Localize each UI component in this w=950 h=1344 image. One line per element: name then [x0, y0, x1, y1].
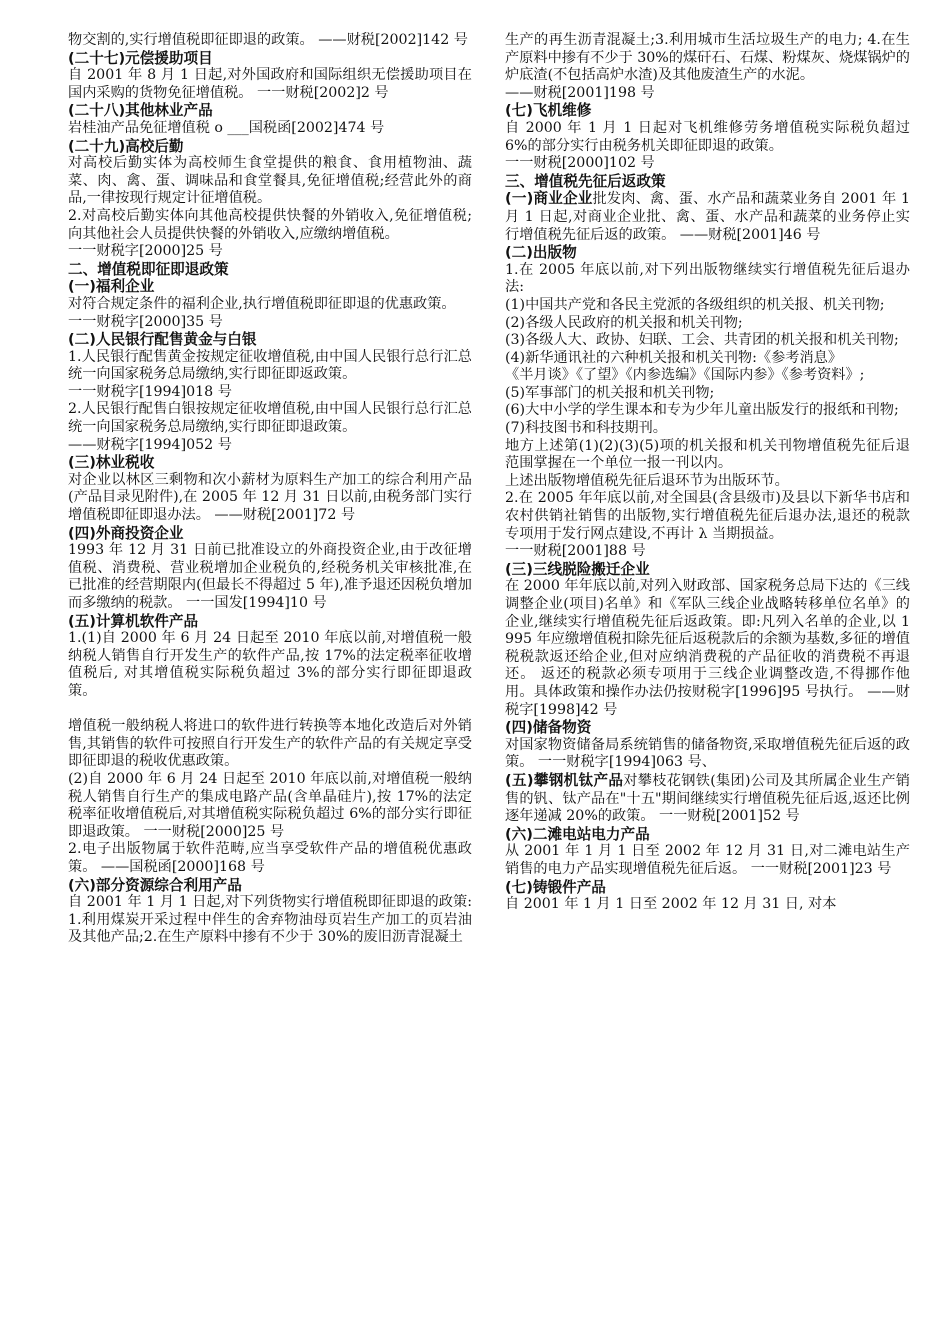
paragraph: 自 2001 年 1 月 1 日至 2002 年 12 月 31 日, 对本	[505, 896, 837, 913]
section-heading: (二十七)元偿援助项目	[68, 49, 213, 67]
paragraph: 《半月谈》《了望》《内参选编》《国际内参》《参考资料》;	[505, 367, 865, 384]
section-heading: (七)飞机维修	[505, 102, 592, 120]
paragraph: (7)科技图书和科技期刊。	[505, 420, 667, 437]
section-heading: 三、增值税先征后返政策	[505, 172, 666, 190]
paragraph-with-heading	[505, 190, 910, 244]
section-heading: (二)出版物	[505, 244, 577, 262]
section-heading: (二)人民银行配售黄金与白银	[68, 331, 257, 349]
section-heading: (三)三线脱险搬迁企业	[505, 560, 650, 578]
section-heading: (五)计算机软件产品	[68, 612, 199, 630]
paragraph: 对国家物资储备局系统销售的储备物资,采取增值税先征后返的政策。 一一财税字[1994]063 号、	[505, 736, 910, 771]
paragraph: (2)各级人民政府的机关报和机关刊物;	[505, 314, 743, 331]
paragraph: 2.电子出版物属于软件范畴,应当享受软件产品的增值税优惠政策。 ——国税函[2000]168 号	[68, 841, 472, 875]
paragraph: ——财税字[1994]052 号	[68, 436, 232, 453]
paragraph: 从 2001 年 1 月 1 日至 2002 年 12 月 31 日,对二滩电站生产销售的电力产品实现增值税先征后返。 一一财税[2001]23 号	[505, 843, 910, 877]
inline-heading: (一)商业企业	[505, 190, 593, 208]
paragraph: (1)中国共产党和各民主党派的各级组织的机关报、机关刊物;	[505, 296, 885, 313]
paragraph: 一一财税字[2000]35 号	[68, 313, 223, 330]
paragraph-text: 批发肉、禽、蛋、水产品和蔬菜业务自 2001 年 1 月 1 日起,对商业企业批、禽、蛋、水产品和蔬菜的业务停止实行增值税先征后返的政策。 ——财税[2001]46 号	[505, 191, 911, 243]
paragraph: (5)军事部门的机关报和机关刊物;	[505, 384, 715, 401]
section-heading: (二十八)其他林业产品	[68, 102, 213, 120]
left-column	[68, 32, 472, 947]
paragraph: 1.在 2005 年底以前,对下列出版物继续实行增值税先征后退办法:	[505, 261, 910, 296]
section-heading: (四)外商投资企业	[68, 524, 184, 542]
paragraph: 2.人民银行配售白银按规定征收增值税,由中国人民银行总行汇总统一向国家税务总局缴纳,实行即征即退政策。	[68, 401, 472, 436]
paragraph: 对符合规定条件的福利企业,执行增值税即征即退的优惠政策。	[68, 295, 456, 312]
paragraph: (3)各级人大、政协、妇联、工会、共青团的机关报和机关刊物;	[505, 332, 899, 349]
paragraph: 1.(1)自 2000 年 6 月 24 日起至 2010 年底以前,对增值税一般纳税人销售自行开发生产的软件产品,按 17%的法定税率征收增值税后, 对其增值税实际税负超过 3%的部分实行即征即退政策。	[68, 630, 472, 699]
section-heading: (七)铸锻件产品	[505, 878, 606, 896]
paragraph: 自 2000 年 1 月 1 日起对飞机维修劳务增值税实际税负超过 6%的部分实行由税务机关即征即退的政策。	[505, 119, 910, 154]
paragraph: ——财税[2001]198 号	[505, 84, 655, 101]
inline-heading: (五)攀钢机钛产品	[505, 771, 624, 789]
paragraph: 2.在 2005 年年底以前,对全国县(含县级市)及县以下新华书店和农村供销社销售的出版物,实行增值税先征后退办法,退还的税款专项用于发行网点建设,不再计 λ 当期损益。	[505, 490, 910, 542]
paragraph: 2.对高校后勤实体向其他高校提供快餐的外销收入,免征增值税;向其他社会人员提供快餐的外销收入,应缴纳增值税。	[68, 207, 472, 242]
paragraph: 岩桂油产品免征增值税 o ___国税函[2002]474 号	[68, 119, 385, 136]
paragraph: 生产的再生沥青混凝土;3.利用城市生活垃圾生产的电力; 4.在生产原料中掺有不少于 30%的煤矸石、石煤、粉煤灰、烧煤锅炉的炉底渣(不包括高炉水渣)及其他废渣生产的水泥。	[505, 32, 910, 84]
paragraph: 对高校后勤实体为高校师生食堂提供的粮食、食用植物油、蔬菜、肉、禽、蛋、调味品和食堂餐具,免征增值税;经营此外的商品,一律按现行规定计征增值税。	[68, 155, 472, 207]
section-heading: (四)储备物资	[505, 719, 592, 737]
paragraph: 上述出版物增值税先征后退环节为出版环节。	[505, 472, 789, 489]
paragraph: (2)自 2000 年 6 月 24 日起至 2010 年底以前,对增值税一般纳税人销售自行生产的集成电路产品(含单晶硅片),按 17%的法定税率征收增值税后,对其增值税实际税负超过 6%的部分实行即征即退政策。 一一财税[2000]25 号	[68, 770, 472, 840]
paragraph: 1993 年 12 月 31 日前已批准设立的外商投资企业,由于改征增值税、消费税、营业税增加企业税负的,经税务机关审核批准,在已批准的经营期限内(但最长不得超过 5 年),准予退还因税负增加而多缴纳的税款。 一一国发[1994]10 号	[68, 542, 472, 611]
paragraph: 一一财税[2000]102 号	[505, 155, 655, 172]
section-heading: (六)二滩电站电力产品	[505, 825, 650, 843]
section-heading: (三)林业税收	[68, 454, 155, 472]
paragraph: 物交割的,实行增值税即征即退的政策。 ——财税[2002]142 号	[68, 32, 468, 48]
paragraph: 一一财税字[2000]25 号	[68, 243, 223, 260]
paragraph: 自 2001 年 8 月 1 日起,对外国政府和国际组织无偿援助项目在国内采购的货物免征增值税。 一一财税[2002]2 号	[68, 67, 472, 101]
paragraph: 增值税一般纳税人将进口的软件进行转换等本地化改造后对外销售,其销售的软件可按照自行开发生产的软件产品的有关规定享受即征即退的税收优惠政策。	[68, 718, 472, 770]
section-heading: 二、增值税即征即退政策	[68, 260, 229, 278]
section-heading: (二十九)高校后勤	[68, 137, 184, 155]
paragraph: (4)新华通讯社的六种机关报和机关刊物:《参考消息》	[505, 349, 843, 366]
right-column	[505, 32, 910, 914]
blank-line	[68, 701, 472, 719]
paragraph: 地方上述第(1)(2)(3)(5)项的机关报和机关刊物增值税先征后退范围掌握在一个单位一报一刊以内。	[505, 437, 910, 472]
section-heading: (一)福利企业	[68, 278, 155, 296]
paragraph: 对企业以林区三剩物和次小薪材为原料生产加工的综合利用产品(产品目录见附件),在 2005 年 12 月 31 日以前,由税务部门实行增值税即征即退办法。 ——财税[2001]72 号	[68, 471, 472, 524]
paragraph: (6)大中小学的学生课本和专为少年儿童出版发行的报纸和刊物;	[505, 402, 899, 419]
paragraph: 1.人民银行配售黄金按规定征收增值税,由中国人民银行总行汇总统一向国家税务总局缴纳,实行即征即返政策。	[68, 348, 472, 383]
paragraph-text: 对攀枝花钢铁(集团)公司及其所属企业生产销售的钒、钛产品在"十五"期间继续实行增值税先征后返,返还比例逐年递减 20%的政策。 一一财税[2001]52 号	[505, 772, 910, 825]
paragraph: 一一财税[2001]88 号	[505, 543, 646, 560]
paragraph: 一一财税字[1994]018 号	[68, 383, 232, 400]
section-heading: (六)部分资源综合利用产品	[68, 876, 242, 894]
paragraph: 自 2001 年 1 月 1 日起,对下列货物实行增值税即征即退的政策:1.利用煤炭开采过程中伴生的舍弃物油母页岩生产加工的页岩油及其他产品;2.在生产原料中掺有不少于 30%的废旧沥青混凝土	[68, 894, 472, 946]
paragraph: 在 2000 年年底以前,对列入财政部、国家税务总局下达的《三线调整企业(项目)名单》和《军队三线企业战略转移单位名单》的企业,继续实行增值税先征后返政策。即:凡列入名单的企业,以 1995 年应缴增值税扣除先征后返税款后的余额为基数,多征的增值税税款返还给企业,但对应纳消费税的产品征收的消费税不再退还。 返还的税款必须专项用于三线企业调整改造,不得挪作他用。具体政策和操作办法仍按财税字[1996]95 号执行。 ——财税字[1998]42 号	[505, 578, 910, 718]
paragraph-with-heading	[505, 772, 910, 826]
